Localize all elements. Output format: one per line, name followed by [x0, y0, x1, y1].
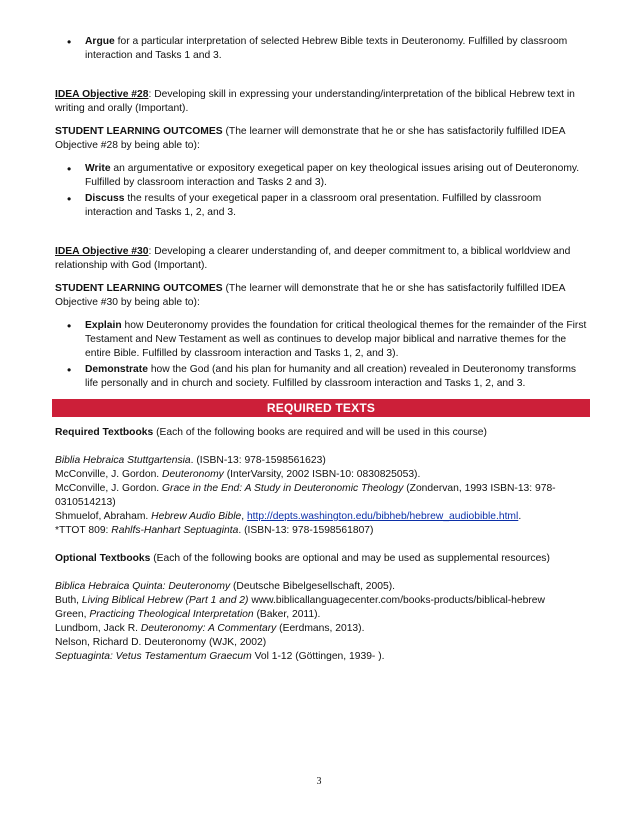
- optional-textbooks-heading: [55, 552, 587, 566]
- bullet-icon: •: [67, 319, 72, 333]
- list-item-keyword: Argue: [85, 36, 115, 47]
- list-item-keyword: Explain: [85, 320, 122, 331]
- reference-item: McConville, J. Gordon. Deuteronomy (InterVarsity, 2002 ISBN-10: 0830825053).: [55, 469, 421, 480]
- reference-item: Shmuelof, Abraham. Hebrew Audio Bible, http://depts.washington.edu/bibheb/hebrew_audiobible.html.: [55, 511, 522, 522]
- required-note: (Each of the following books are required and will be used in this course): [153, 427, 487, 438]
- reference-item: Lundbom, Jack R. Deuteronomy: A Commentary (Eerdmans, 2013).: [55, 623, 365, 634]
- list-item-text: the results of your exegetical paper in a classroom oral presentation. Fulfilled by classroom interaction and Tasks 1, 2, and 3.: [85, 193, 542, 218]
- reference-item: Buth, Living Biblical Hebrew (Part 1 and 2) www.biblicallanguagecenter.com/books-products/biblical-hebrew: [55, 595, 545, 606]
- document-page: [55, 35, 587, 664]
- page-number: 3: [316, 776, 322, 787]
- list-item: [55, 35, 587, 63]
- objective-28-paragraph: [55, 88, 587, 116]
- objective-text: : Developing skill in expressing your understanding/interpretation of the biblical Hebrew text in writing and orally (Important).: [55, 89, 575, 114]
- required-textbooks-heading: [55, 426, 587, 440]
- bullet-icon: •: [67, 162, 72, 176]
- bullet-icon: •: [67, 363, 72, 377]
- list-item-text: how Deuteronomy provides the foundation for critical theological themes for the remainder of the First Testament and New Testament as well as continues to develop major biblical and narrative themes for the entire Bible. Fulfilled by classroom interaction and Tasks 1, 2, and 3).: [85, 320, 587, 359]
- top-bullet-list: [55, 35, 587, 63]
- reference-item: Biblia Hebraica Stuttgartensia. (ISBN-13: 978-1598561623): [55, 455, 326, 466]
- outcomes-30-list: [55, 319, 587, 391]
- bullet-icon: •: [67, 192, 72, 206]
- outcomes-text: (The learner will demonstrate that he or she has satisfactorily fulfilled IDEA Objective #30 by being able to):: [55, 283, 565, 308]
- section-banner: REQUIRED TEXTS: [52, 399, 590, 417]
- list-item-text: for a particular interpretation of selected Hebrew Bible texts in Deuteronomy. Fulfilled by classroom interaction and Tasks 1 and 3.: [85, 36, 568, 61]
- list-item: [55, 162, 587, 190]
- reference-item: McConville, J. Gordon. Grace in the End: A Study in Deuteronomic Theology (Zondervan, 1993 ISBN-13: 978-0310514213): [55, 483, 556, 508]
- reference-item: Septuaginta: Vetus Testamentum Graecum Vol 1-12 (Göttingen, 1939- ).: [55, 651, 385, 662]
- list-item: [55, 192, 587, 220]
- optional-note: (Each of the following books are optional and may be used as supplemental resources): [150, 553, 550, 564]
- reference-item: Green, Practicing Theological Interpretation (Baker, 2011).: [55, 609, 321, 620]
- list-item-text: an argumentative or expository exegetical paper on key theological issues arising out of Deuteronomy. Fulfilled by classroom interaction and Tasks 2 and 3).: [85, 163, 580, 188]
- reference-item: *TTOT 809: Rahlfs-Hanhart Septuaginta. (ISBN-13: 978-1598561807): [55, 525, 374, 536]
- objective-30-paragraph: [55, 245, 587, 273]
- optional-label: Optional Textbooks: [55, 553, 151, 564]
- required-label: Required Textbooks: [55, 427, 154, 438]
- list-item: [55, 363, 587, 391]
- outcomes-label: STUDENT LEARNING OUTCOMES: [55, 283, 223, 294]
- outcomes-30-paragraph: [55, 282, 587, 310]
- outcomes-text: (The learner will demonstrate that he or she has satisfactorily fulfilled IDEA Objective #28 by being able to):: [55, 126, 565, 151]
- list-item-keyword: Discuss: [85, 193, 125, 204]
- reference-item: Nelson, Richard D. Deuteronomy (WJK, 2002): [55, 637, 267, 648]
- objective-text: : Developing a clearer understanding of, and deeper commitment to, a biblical worldview and relationship with God (Important).: [55, 246, 571, 271]
- outcomes-28-paragraph: [55, 125, 587, 153]
- list-item: [55, 319, 587, 361]
- list-item-keyword: Write: [85, 163, 111, 174]
- objective-label: IDEA Objective #30: [55, 246, 149, 257]
- bullet-icon: •: [67, 35, 72, 49]
- audio-bible-link[interactable]: http://depts.washington.edu/bibheb/hebrew_audiobible.html: [246, 511, 519, 522]
- outcomes-label: STUDENT LEARNING OUTCOMES: [55, 126, 223, 137]
- list-item-keyword: Demonstrate: [85, 364, 148, 375]
- objective-label: IDEA Objective #28: [55, 89, 149, 100]
- list-item-text: how the God (and his plan for humanity and all creation) revealed in Deuteronomy transforms life personally and in church and society. Fulfilled by classroom interaction and Tasks 1, 2, and 3.: [85, 364, 577, 389]
- outcomes-28-list: [55, 162, 587, 220]
- reference-item: Biblica Hebraica Quinta: Deuteronomy (Deutsche Bibelgesellschaft, 2005).: [55, 581, 395, 592]
